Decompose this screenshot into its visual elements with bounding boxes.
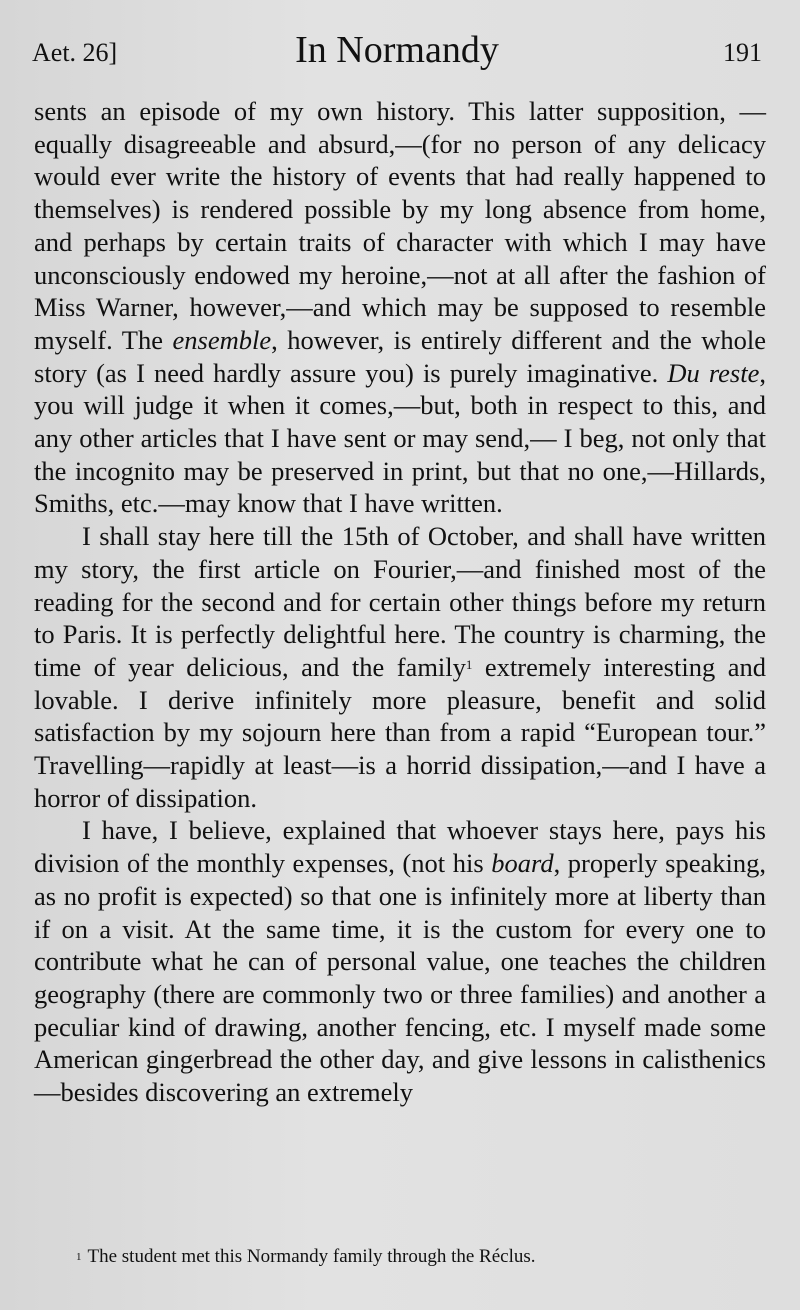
footnote-text: The student met this Normandy family through the Réclus. xyxy=(87,1246,536,1267)
header-title: In Normandy xyxy=(295,29,499,71)
page-number: 191 xyxy=(723,38,762,67)
footnote-reference: 1 xyxy=(465,656,473,672)
footnote xyxy=(76,1246,766,1268)
italic-du-reste: Du reste xyxy=(667,357,760,388)
paragraph-1: sents an episode of my own history. This latter supposition, —equally disagreeable and absurd,—(for no person of any delicacy would ever write the history of events that had really happened to themselves) is rendered possible by my long absence from home, and perhaps by certain traits of character with which I may have unconsciously endowed my heroine,—not at all after the fashion of Miss Warner, however,—and which may be supposed to resemble myself. The ensemble, however, is entirely different and the whole story (as I need hardly assure you) is purely imaginative. Du reste, you will judge it when it comes,—but, both in respect to this, and any other articles that I have sent or may send,— I beg, not only that the incognito may be preserved in print, but that no one,—Hillards, Smiths, etc.—may know that I have written. xyxy=(34,96,766,519)
footnote-mark: 1 xyxy=(76,1251,82,1263)
italic-board: board xyxy=(491,848,554,879)
italic-ensemble: ensemble xyxy=(172,324,272,355)
paragraph-3: I have, I believe, explained that whoever stays here, pays his division of the monthly expenses, (not his board, properly speaking, as no profit is expected) so that one is infinitely more at liberty than if on a visit. At the same time, it is the custom for every one to contribute what he can of personal value, one teaches the children geography (there are commonly two or three families) and another a peculiar kind of drawing, another fencing, etc. I myself made some American gingerbread the other day, and give lessons in calisthenics—besides discovering an extremely xyxy=(34,815,766,1108)
page-body xyxy=(34,95,766,1109)
header-age: Aet. 26] xyxy=(32,38,118,67)
running-header xyxy=(32,28,762,78)
paragraph-2: I shall stay here till the 15th of October, and shall have written my story, the first article on Fourier,—and finished most of the reading for the second and for certain other things before my return to Paris. It is perfectly delightful here. The country is charming, the time of year delicious, and the family$^1$ extremely interesting and lovable. I derive infinitely more pleasure, benefit and solid satisfaction by my sojourn here than from a rapid “European tour.” Travelling—rapidly at least—is a horrid dissipation,—and I have a horror of dissipation. xyxy=(34,521,766,813)
